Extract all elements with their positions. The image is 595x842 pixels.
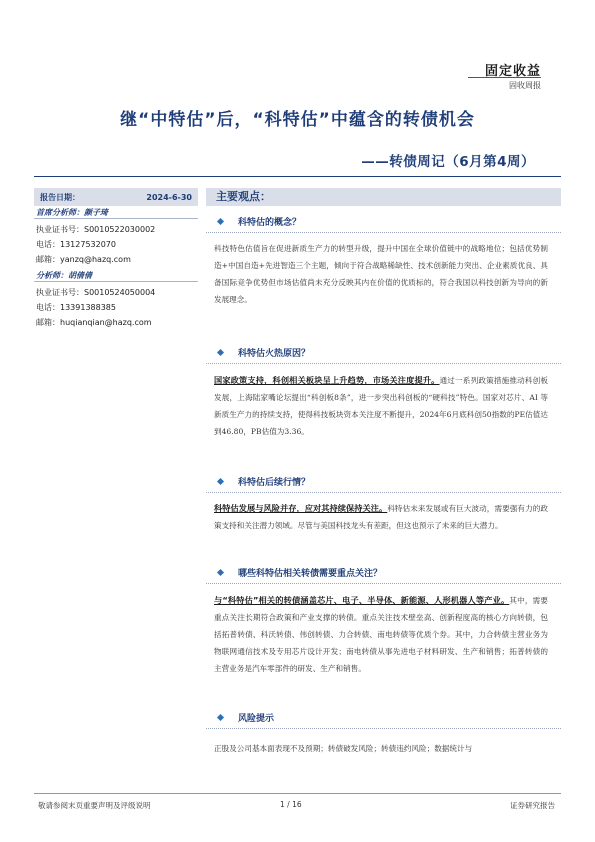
section-heading bbox=[214, 475, 310, 488]
report-date-value: 2024-6-30 bbox=[146, 192, 192, 202]
section-rule bbox=[206, 583, 561, 584]
section-lead: 国家政策支持，科创相关板块呈上升趋势，市场关注度提升。 bbox=[214, 375, 440, 385]
analyst-email[interactable]: 邮箱：yanzq@hazq.com bbox=[36, 255, 131, 264]
diamond-bullet-icon bbox=[214, 347, 226, 359]
section-text: 其中，需要重点关注长期符合政策和产业支撑的转债。重点关注技术壁垒高、创新程度高的核心方向转债，包括拓普转债、科沃转债、伟创转债、力合转债、南电转债等优质个券。其中，力合转债主营业务为物联网通信技术及专用芯片设计开发；南电转债从事先进电子材料研发、生产和销售；拓普转债的主营业务是汽车零部件的研发、生产和销售。 bbox=[214, 596, 549, 673]
analyst-phone: 电话：13127532070 bbox=[36, 240, 116, 249]
diamond-bullet-icon bbox=[214, 567, 226, 579]
diamond-bullet-icon bbox=[214, 712, 226, 724]
section-text: 科技特色估值旨在促进新质生产力的转型升级，提升中国在全球价值链中的战略地位；包括优势制造+中国自造+先进智造三个主题，倾向于符合战略稀缺性、技术创新能力突出、企业素质优良、具备国际竞争优势但市场估值尚未充分反映其内在价值的优质标的，符合我国以科技创新为导向的新发展理念。 bbox=[214, 244, 548, 304]
report-date-bar bbox=[34, 188, 198, 206]
diamond-bullet-icon bbox=[214, 476, 226, 488]
analyst-name: 分析师：胡倩倩 bbox=[34, 269, 198, 282]
footer-report-type: 证券研究报告 bbox=[510, 801, 555, 810]
section-rule bbox=[206, 232, 561, 233]
section-heading bbox=[214, 346, 310, 359]
section-rule bbox=[206, 363, 561, 364]
section-lead: 科特估发展与风险并存，应对其持续保持关注。 bbox=[214, 503, 388, 513]
main-view-bar: 主要观点： bbox=[206, 188, 561, 206]
header-subtitle: 固收周报 bbox=[509, 81, 541, 90]
section-heading bbox=[214, 215, 301, 228]
analyst-license: 执业证书号：S0010522030002 bbox=[36, 225, 156, 234]
section-body bbox=[214, 592, 548, 677]
analyst-column bbox=[34, 206, 198, 330]
section-rule bbox=[206, 492, 561, 493]
analyst-email[interactable]: 邮箱：huqianqian@hazq.com bbox=[36, 318, 152, 327]
analyst-phone: 电话：13391388385 bbox=[36, 303, 116, 312]
section-body bbox=[214, 372, 548, 440]
report-date-label: 报告日期： bbox=[40, 192, 80, 202]
section-title: 科特估火热原因？ bbox=[238, 349, 311, 359]
section-body bbox=[214, 500, 548, 534]
section-text: 正股及公司基本面表现不及预期；转债破发风险；转债违约风险；数据统计与 bbox=[214, 744, 473, 753]
footer-rule bbox=[34, 793, 561, 794]
section-heading bbox=[214, 566, 382, 579]
section-text: 科特估未来发展或有巨大波动，需要强有力的政策支持和关注潜力领域。尽管与美国科技龙头有差距，但这也预示了未来的巨大潜力。 bbox=[214, 504, 548, 530]
analyst-name: 首席分析师：颜子琦 bbox=[34, 206, 198, 219]
section-body bbox=[214, 740, 548, 757]
section-rule bbox=[206, 728, 561, 729]
page-number: 1 / 16 bbox=[280, 800, 302, 809]
section-title: 科特估的概念？ bbox=[238, 218, 302, 228]
section-title: 风险提示 bbox=[238, 714, 275, 724]
section-heading bbox=[214, 711, 274, 724]
analyst-license: 执业证书号：S0010524050004 bbox=[36, 288, 156, 297]
report-title: 继“中特估”后，“科特估”中蕴含的转债机会 bbox=[120, 110, 475, 130]
section-title: 科特估后续行情？ bbox=[238, 478, 311, 488]
diamond-bullet-icon bbox=[214, 216, 226, 228]
section-lead: 与“科特估”相关的转债涵盖芯片、电子、半导体、新能源、人形机器人等产业。 bbox=[214, 595, 510, 605]
section-text: 通过一系列政策措施推动科创板发展，上海陆家嘴论坛提出“科创板8条”，进一步突出科创板的“硬科技”特色。国家对芯片、AI 等新质生产力的持续支持，使得科技板块资本关注度不断提升，2024年6月底科创50指数的PE估值达到46.80，PB估值为3.36。 bbox=[214, 376, 548, 436]
header-title: 固定收益 bbox=[484, 64, 541, 79]
footer-disclaimer: 敬请参阅末页重要声明及评级说明 bbox=[38, 801, 151, 810]
title-divider bbox=[34, 176, 561, 177]
report-subtitle: ——转债周记（6月第4周） bbox=[361, 154, 535, 170]
section-body bbox=[214, 240, 548, 308]
header-rule bbox=[468, 77, 541, 78]
section-title: 哪些科特估相关转债需要重点关注？ bbox=[238, 569, 383, 579]
